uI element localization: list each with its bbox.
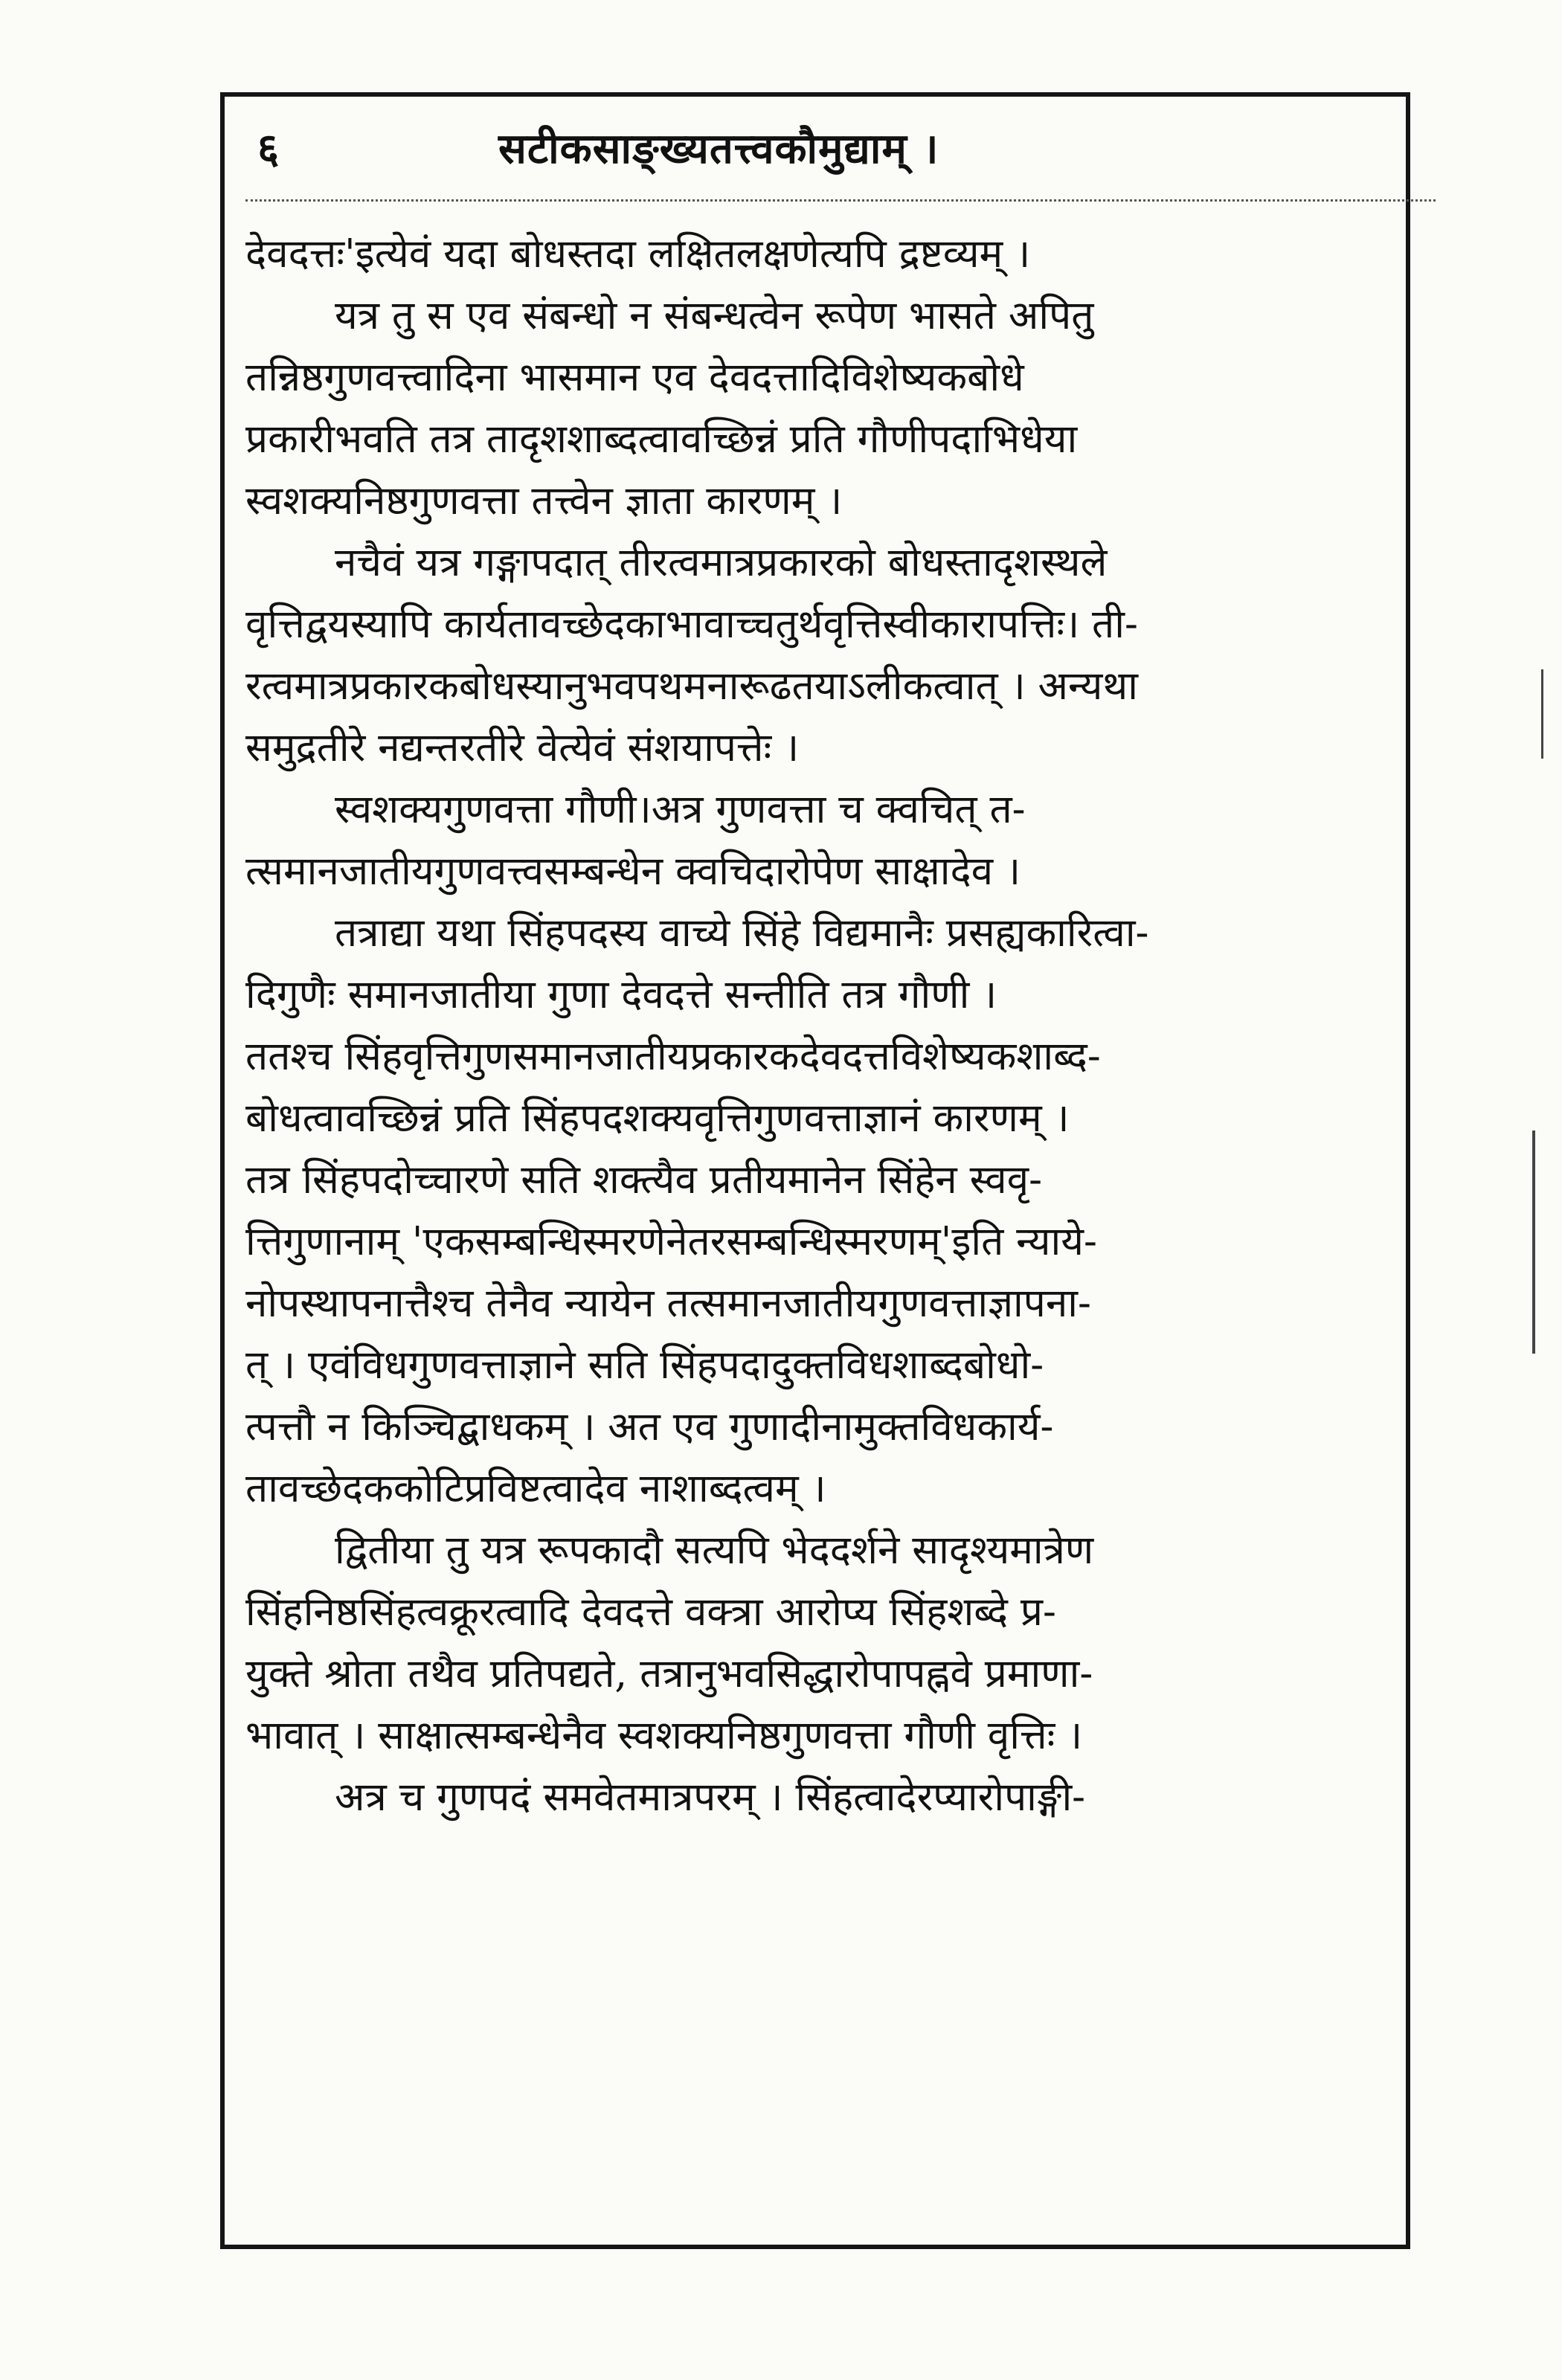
text-line: दिगुणैः समानजातीया गुणा देवदत्ते सन्तीति तत्र गौणी । bbox=[245, 972, 997, 1017]
text-line: त्तिगुणानाम् 'एकसम्बन्धिस्मरणेनेतरसम्बन्धिस्मरणम्'इति न्याये- bbox=[245, 1219, 1097, 1264]
text-line: स्वशक्यगुणवत्ता गौणी।अत्र गुणवत्ता च क्वचित् त- bbox=[335, 787, 1026, 832]
text-line: त्समानजातीयगुणवत्त्वसम्बन्धेन क्वचिदारोपेण साक्षादेव । bbox=[245, 849, 1021, 894]
text-line: त् । एवंविधगुणवत्ताज्ञाने सति सिंहपदादुक्तविधशाब्दबोधो- bbox=[245, 1342, 1044, 1388]
scan-edge-mark bbox=[1532, 1130, 1535, 1354]
text-line: ततश्च सिंहवृत्तिगुणसमानजातीयप्रकारकदेवदत्तविशेष्यकशाब्द- bbox=[245, 1034, 1101, 1079]
text-line: नचैवं यत्र गङ्गापदात् तीरत्वमात्रप्रकारको बोधस्तादृशस्थले bbox=[335, 540, 1108, 585]
text-line: स्वशक्यनिष्ठगुणवत्ता तत्त्वेन ज्ञाता कारणम् । bbox=[245, 478, 843, 524]
text-line: नोपस्थापनात्तैश्च तेनैव न्यायेन तत्समानजातीयगुणवत्ताज्ञापना- bbox=[245, 1281, 1091, 1326]
text-line: देवदत्तः'इत्येवं यदा बोधस्तदा लक्षितलक्षणेत्यपि द्रष्टव्यम् । bbox=[245, 231, 1031, 277]
text-line: तत्र सिंहपदोच्चारणे सति शक्त्यैव प्रतीयमानेन सिंहेन स्ववृ- bbox=[245, 1157, 1043, 1203]
page-header bbox=[245, 104, 1383, 193]
text-line: द्वितीया तु यत्र रूपकादौ सत्यपि भेददर्शने सादृश्यमात्रेण bbox=[335, 1528, 1094, 1573]
text-line: युक्ते श्रोता तथैव प्रतिपद्यते, तत्रानुभवसिद्धारोपापह्नवे प्रमाणा- bbox=[245, 1651, 1093, 1696]
scan-edge-mark bbox=[1541, 669, 1543, 759]
text-line: वृत्तिद्वयस्यापि कार्यतावच्छेदकाभावाच्चतुर्थवृत्तिस्वीकारापत्तिः। ती- bbox=[245, 602, 1138, 647]
text-line: प्रकारीभवति तत्र तादृशशाब्दत्वावच्छिन्नं प्रति गौणीपदाभिधेया bbox=[245, 416, 1078, 462]
text-line: यत्र तु स एव संबन्धो न संबन्धत्वेन रूपेण भासते अपितु bbox=[335, 293, 1094, 338]
text-line: सिंहनिष्ठसिंहत्वक्रूरत्वादि देवदत्ते वक्त्रा आरोप्य सिंहशब्दे प्र- bbox=[245, 1589, 1056, 1635]
text-line: तन्निष्ठगुणवत्त्वादिना भासमान एव देवदत्तादिविशेष्यकबोधे bbox=[245, 355, 1024, 400]
body-text bbox=[245, 223, 1391, 1828]
text-line: बोधत्वावच्छिन्नं प्रति सिंहपदशक्यवृत्तिगुणवत्ताज्ञानं कारणम् । bbox=[245, 1096, 1070, 1141]
text-line: तत्राद्या यथा सिंहपदस्य वाच्ये सिंहे विद्यमानैः प्रसह्यकारित्वा- bbox=[335, 910, 1149, 956]
text-line: अत्र च गुणपदं समवेतमात्रपरम् । सिंहत्वादेरप्यारोपाङ्गी- bbox=[335, 1775, 1086, 1820]
text-line: समुद्रतीरे नद्यन्तरतीरे वेत्येवं संशयापत्तेः । bbox=[245, 725, 800, 771]
running-title: सटीकसाङ्ख्यतत्त्वकौमुद्याम् । bbox=[498, 124, 939, 173]
text-line: भावात् । साक्षात्सम्बन्धेनैव स्वशक्यनिष्ठगुणवत्ता गौणी वृत्तिः । bbox=[245, 1713, 1083, 1758]
text-line: रत्वमात्रप्रकारकबोधस्यानुभवपथमनारूढतयाऽलीकत्वात् । अन्यथा bbox=[245, 663, 1138, 709]
page-number: ६ bbox=[257, 124, 280, 173]
text-line: तावच्छेदककोटिप्रविष्टत्वादेव नाशाब्दत्वम् । bbox=[245, 1466, 826, 1511]
header-divider bbox=[245, 199, 1436, 202]
text-line: त्पत्तौ न किञ्चिद्बाधकम् । अत एव गुणादीनामुक्तविधकार्य- bbox=[245, 1404, 1054, 1450]
